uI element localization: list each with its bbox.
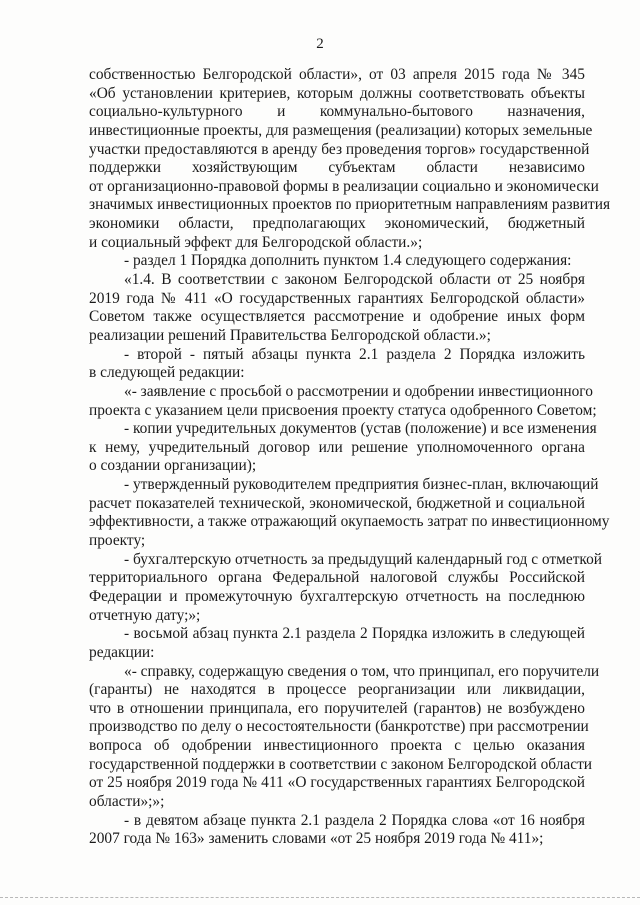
text-line: расчет показателей технической, экономической, бюджетной и социальной (89, 494, 585, 512)
text-line: и социальный эффект для Белгородской области.»; (89, 233, 423, 251)
text-line: - второй - пятый абзацы пункта 2.1 раздела 2 Порядка изложить (124, 345, 585, 363)
document-body (89, 66, 611, 849)
text-line: - в девятом абзаце пункта 2.1 раздела 2 Порядка слова «от 16 ноября (124, 811, 585, 829)
text-line: реализации решений Правительства Белгородской области.»; (89, 326, 491, 344)
text-line: редакции: (89, 643, 155, 661)
text-line: 2007 года № 163» заменить словами «от 25 ноября 2019 года № 411»; (89, 830, 544, 848)
text-line: от 25 ноября 2019 года № 411 «О государственных гарантиях Белгородской (89, 774, 585, 792)
text-line: о создании организации); (89, 457, 257, 475)
text-line: (гаранты) не находятся в процессе реорганизации или ликвидации, (89, 681, 585, 699)
text-line: в следующей редакции: (89, 364, 245, 382)
text-line: 2019 года № 411 «О государственных гарантиях Белгородской области» (89, 289, 585, 307)
text-line: собственностью Белгородской области», от 03 апреля 2015 года № 345 (89, 66, 585, 83)
text-line: отчетную дату;»; (89, 606, 201, 624)
page-bottom-edge (0, 897, 640, 899)
text-line: государственной поддержки в соответствии с законом Белгородской области (89, 755, 593, 773)
text-line: Федерации и промежуточную бухгалтерскую отчетность на последнюю (89, 587, 585, 605)
text-line: социально-культурного и коммунально-бытового назначения, (89, 103, 585, 121)
text-line: инвестиционные проекты, для размещения (реализации) которых земельные (89, 121, 593, 139)
text-line: к нему, учредительный договор или решение уполномоченного органа (89, 438, 585, 456)
text-line: «- заявление с просьбой о рассмотрении и одобрении инвестиционного (124, 382, 593, 400)
text-line: Советом также осуществляется рассмотрение и одобрение иных форм (89, 308, 585, 326)
text-line: от организационно-правовой формы в реализации социально и экономически (89, 177, 599, 195)
text-line: - утвержденный руководителем предприятия бизнес-план, включающий (124, 476, 599, 494)
text-line: поддержки хозяйствующим субъектам области независимо (89, 159, 585, 177)
text-line: экономики области, предполагающих экономический, бюджетный (89, 215, 585, 233)
text-line: области»;»; (89, 792, 165, 810)
text-line: территориального органа Федеральной налоговой службы Российской (89, 569, 585, 587)
text-line: вопроса об одобрении инвестиционного проекта с целью оказания (89, 737, 585, 755)
page-number: 2 (316, 36, 324, 52)
text-line: - раздел 1 Порядка дополнить пунктом 1.4 следующего содержания: (124, 252, 572, 270)
text-line: - бухгалтерскую отчетность за предыдущий календарный год с отметкой (124, 550, 603, 568)
text-line: - восьмой абзац пункта 2.1 раздела 2 Порядка изложить в следующей (124, 625, 585, 643)
text-line: эффективности, а также отражающий окупаемость затрат по инвестиционному (89, 513, 610, 531)
text-line: «- справку, содержащую сведения о том, что принципал, его поручители (124, 662, 600, 680)
text-line: участки предоставляются в аренду без проведения торгов» государственной (89, 140, 590, 158)
text-line: что в отношении принципала, его поручителей (гарантов) не возбуждено (89, 699, 585, 717)
text-line: - копии учредительных документов (устав (положение) и все изменения (124, 420, 597, 438)
text-line: «1.4. В соответствии с законом Белгородской области от 25 ноября (124, 271, 585, 289)
text-line: проекту; (89, 532, 146, 550)
text-line: значимых инвестиционных проектов по приоритетным направлениям развития (89, 196, 611, 214)
text-line: проекта с указанием цели присвоения проекту статуса одобренного Советом; (89, 401, 597, 419)
text-line: «Об установлении критериев, которым должны соответствовать объекты (89, 84, 585, 102)
text-line: производство по делу о несостоятельности (банкротстве) при рассмотрении (89, 718, 589, 736)
